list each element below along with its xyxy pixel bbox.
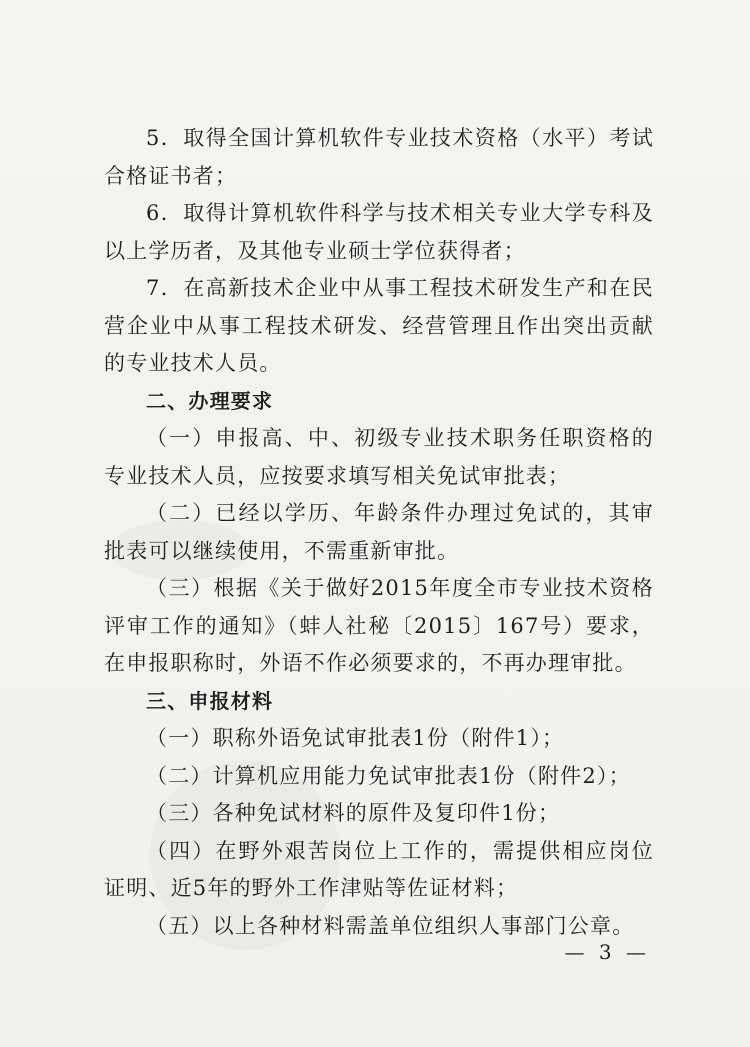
- page-number: — 3 —: [564, 940, 650, 964]
- paragraph: （三）根据《关于做好2015年度全市专业技术资格评审工作的通知》（蚌人社秘〔2015〕167号）要求，在申报职称时，外语不作必须要求的，不再办理审批。: [104, 576, 654, 675]
- paragraph: （三）各种免试材料的原件及复印件1份；: [146, 801, 561, 825]
- paragraph: （二）已经以学历、年龄条件办理过免试的，其审批表可以继续使用，不需重新审批。: [104, 501, 654, 563]
- paragraph: （五）以上各种材料需盖单位组织人事部门公章。: [146, 913, 635, 938]
- section-heading: 三、申报材料: [146, 688, 274, 713]
- paragraph: （一）申报高、中、初级专业技术职务任职资格的专业技术人员，应按要求填写相关免试审批表；: [104, 426, 654, 488]
- paragraph: 7．在高新技术企业中从事工程技术研发生产和在民营企业中从事工程技术研发、经营管理且作出突出贡献的专业技术人员。: [104, 276, 654, 375]
- paragraph: （二）计算机应用能力免试审批表1份（附件2）；: [146, 763, 631, 788]
- paragraph: （四）在野外艰苦岗位上工作的，需提供相应岗位证明、近5年的野外工作津贴等佐证材料；: [104, 838, 654, 900]
- paragraph: （一）职称外语免试审批表1份（附件1）；: [146, 726, 565, 750]
- document-body: [104, 120, 654, 945]
- paragraph: 6．取得计算机软件科学与技术相关专业大学专科及以上学历者，及其他专业硕士学位获得者；: [104, 201, 654, 263]
- section-heading: 二、办理要求: [146, 388, 274, 413]
- paragraph: 5．取得全国计算机软件专业技术资格（水平）考试合格证书者；: [104, 126, 654, 188]
